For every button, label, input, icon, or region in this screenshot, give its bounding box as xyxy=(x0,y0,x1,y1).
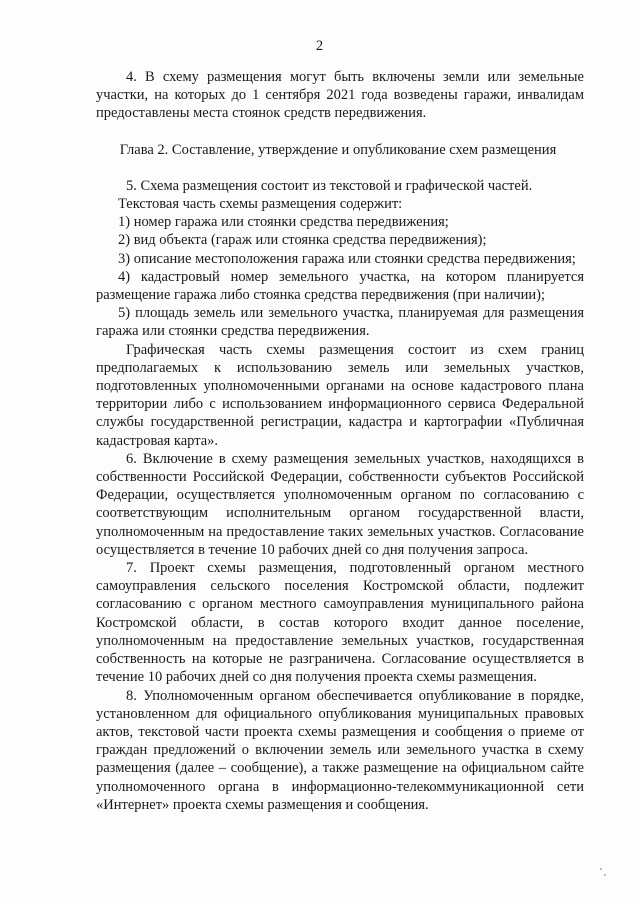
paragraph-5: 5. Схема размещения состоит из текстовой и графической частей. xyxy=(126,177,533,194)
paragraph-7: 7. Проект схемы размещения, подготовленный органом местного самоуправления сельского поселения Костромской области, подлежит согласованию с органом местного самоуправления муниципального района Костромской области, в состав которого входит данное поселение, уполномоченным на предоставление земельных участков, государственная собственность на которые не разграничена. Согласование осуществляется в течение 10 рабочих дней со дня получения проекта схемы размещения. xyxy=(96,560,584,686)
scan-speck xyxy=(604,874,606,876)
list-item-4: 4) кадастровый номер земельного участка, на котором планируется размещение гаража либо стоянка средства передвижения (при наличии); xyxy=(96,268,584,304)
graphic-part-paragraph: Графическая часть схемы размещения состоит из схем границ предполагаемых к использованию земель или земельных участков, подготовленных уполномоченными органами на основе кадастрового плана территории либо с использованием информационного сервиса Федеральной службы государственной регистрации, кадастра и картографии «Публичная кадастровая карта». xyxy=(96,341,584,449)
scan-speck xyxy=(600,868,602,870)
paragraph-6: 6. Включение в схему размещения земельных участков, находящихся в собственности Российской Федерации, собственности субъектов Российской Федерации, осуществляется уполномоченным органом по согласованию с соответствующим исполнительным органом государственной власти, уполномоченным на предоставление таких земельных участков. Согласование осуществляется в течение 10 рабочих дней со дня получения запроса. xyxy=(96,450,584,558)
list-item-3: 3) описание местоположения гаража или стоянки средства передвижения; xyxy=(118,250,576,267)
chapter-2-heading: Глава 2. Составление, утверждение и опубликование схем размещения xyxy=(119,141,557,158)
list-item-5: 5) площадь земель или земельного участка, планируемая для размещения гаража или стоянки средства передвижения. xyxy=(96,305,584,340)
list-item-2: 2) вид объекта (гараж или стоянка средства передвижения); xyxy=(118,232,487,249)
list-item-1: 1) номер гаража или стоянки средства передвижения; xyxy=(118,214,449,231)
document-body xyxy=(96,68,584,814)
page-number: 2 xyxy=(315,38,324,54)
paragraph-4: 4. В схему размещения могут быть включены земли или земельные участки, на которых до 1 сентября 2021 года возведены гаражи, инвалидам предоставлены места стоянок средств передвижения. xyxy=(96,69,584,122)
text-part-intro: Текстовая часть схемы размещения содержит: xyxy=(118,196,403,213)
paragraph-8: 8. Уполномоченным органом обеспечивается опубликование в порядке, установленном для официального опубликования муниципальных правовых актов, текстовой части проекта схемы размещения и сообщения о приеме от граждан предложений о включении земель или земельного участка в схему размещения (далее – сообщение), а также размещение на официальном сайте уполномоченного органа в информационно-телекоммуникационной сети «Интернет» проекта схемы размещения и сообщения. xyxy=(96,687,584,813)
